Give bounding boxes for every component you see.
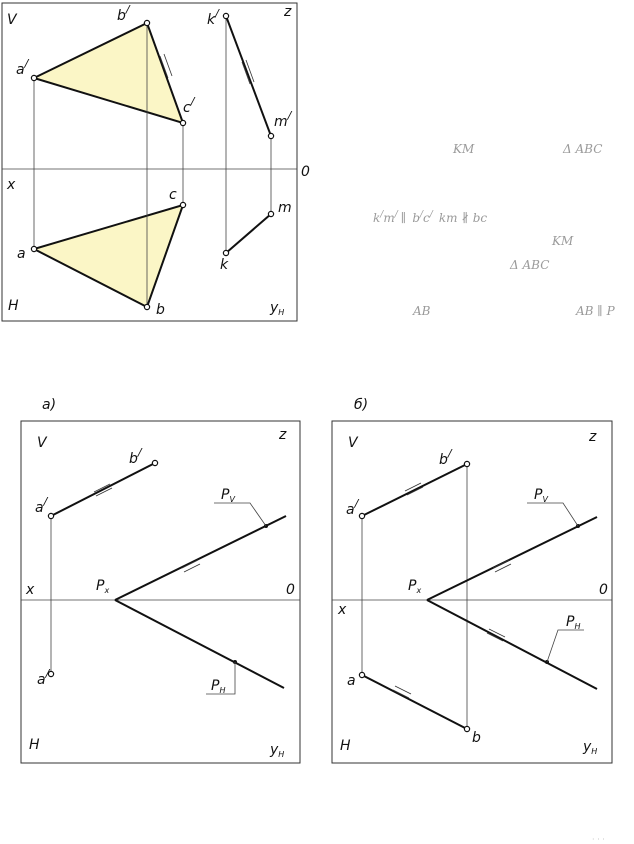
leader-ph-b [547,630,584,662]
label-a-horizontal-a: a/ [37,667,50,688]
point-m-frontal [268,133,273,138]
corner-mark: · · · [592,835,605,844]
epure-b [332,397,612,763]
triangle-frontal [34,23,183,123]
point-b-frontal-a [152,460,157,465]
parallel-mark-pv-a [182,560,198,568]
label-axis-yh-b: $y_H$ [583,739,598,756]
point-a-horizontal-b [359,672,364,677]
trace-pv-b [427,517,597,600]
point-b-horizontal [144,304,149,309]
label-k-horizontal: k [220,257,229,273]
point-a-horizontal [31,246,36,251]
point-c-horizontal [180,202,185,207]
parallel-mark-km [242,62,250,84]
label-ph-a: $P_H$ [211,678,226,695]
text-relation: k/m/ ∥ b/c/ km ∦ bc [373,210,488,225]
parallel-mark-b [407,487,423,495]
label-px-a: $P_x$ [96,578,110,595]
point-k-horizontal [223,250,228,255]
text-ab-parallel-p: AB ∥ P [576,304,615,318]
label-px-b: $P_x$ [408,578,422,595]
line-km-horizontal [226,214,271,253]
caption-b: б) [354,397,369,413]
label-axis-yh-a: $y_H$ [270,742,285,759]
point-b-frontal-b [464,461,469,466]
label-c-frontal: c/ [183,95,195,116]
parallel-mark-b [393,690,409,698]
text-fragments [373,142,616,318]
label-a-horizontal: a [17,246,26,262]
label-b-frontal-b: b/ [439,447,452,468]
point-b-frontal [144,20,149,25]
text-km: KM [453,142,475,156]
frame-a [21,421,300,763]
triangle-horizontal [34,205,183,307]
label-plane-v: V [7,12,17,28]
label-a-frontal-b: a/ [346,497,359,518]
point-a-frontal-a [48,513,53,518]
frame-b [332,421,612,763]
label-pv-a: $P_V$ [221,487,235,504]
label-axis-z-b: z [589,429,597,445]
trace-ph-a [115,600,284,688]
point-b-horizontal-b [464,726,469,731]
parallel-mark-ph-b [487,633,503,641]
label-c-horizontal: c [169,187,177,203]
point-m-horizontal [268,211,273,216]
label-plane-v-a: V [37,435,47,451]
label-axis-x-b: x [338,602,347,618]
point-k-frontal [223,13,228,18]
point-a-frontal-b [359,513,364,518]
label-a-frontal: a/ [16,57,29,78]
label-pv-b: $P_V$ [534,487,548,504]
text-km-2: KM [552,234,574,248]
label-origin-b: 0 [599,582,608,598]
point-a-frontal [31,75,36,80]
segment-ab-frontal-b [362,464,467,516]
label-k-frontal: k/ [207,7,219,28]
label-axis-yh: $y_H$ [270,300,285,317]
label-plane-h-a: H [29,737,40,753]
label-b-frontal: b/ [117,3,130,24]
text-triangle-abc: Δ ABC [563,142,603,156]
label-ph-b: $P_H$ [566,614,581,631]
label-axis-x-a: x [26,582,35,598]
label-m-frontal: m/ [274,109,292,130]
label-axis-z-a: z [279,427,287,443]
label-a-frontal-a: a/ [35,495,48,516]
text-ab: AB [413,304,431,318]
label-a-horizontal-b: a [347,673,356,689]
point-c-frontal [180,120,185,125]
segment-ab-horizontal-b [362,675,467,729]
caption-a: а) [42,397,57,413]
label-origin-a: 0 [286,582,295,598]
label-b-horizontal-b: b [472,730,481,746]
label-plane-h-b: H [340,738,351,754]
label-origin: 0 [301,164,310,180]
label-axis-z: z [284,4,292,20]
label-m-horizontal: m [278,200,292,216]
epure-a [21,397,300,763]
top-epure [2,3,310,321]
label-axis-x: x [7,177,16,193]
label-plane-v-b: V [348,435,358,451]
label-b-horizontal: b [156,302,165,318]
line-km-frontal [226,16,271,136]
parallel-mark-pv-b [493,560,509,568]
leader-pv-b [527,503,578,526]
label-plane-h: H [8,298,19,314]
text-triangle-abc-2: Δ ABC [510,258,550,272]
label-b-frontal-a: b/ [129,446,142,467]
leader-pv-a [214,503,266,526]
trace-pv-a [115,516,286,600]
segment-ab-frontal-a [51,463,155,516]
